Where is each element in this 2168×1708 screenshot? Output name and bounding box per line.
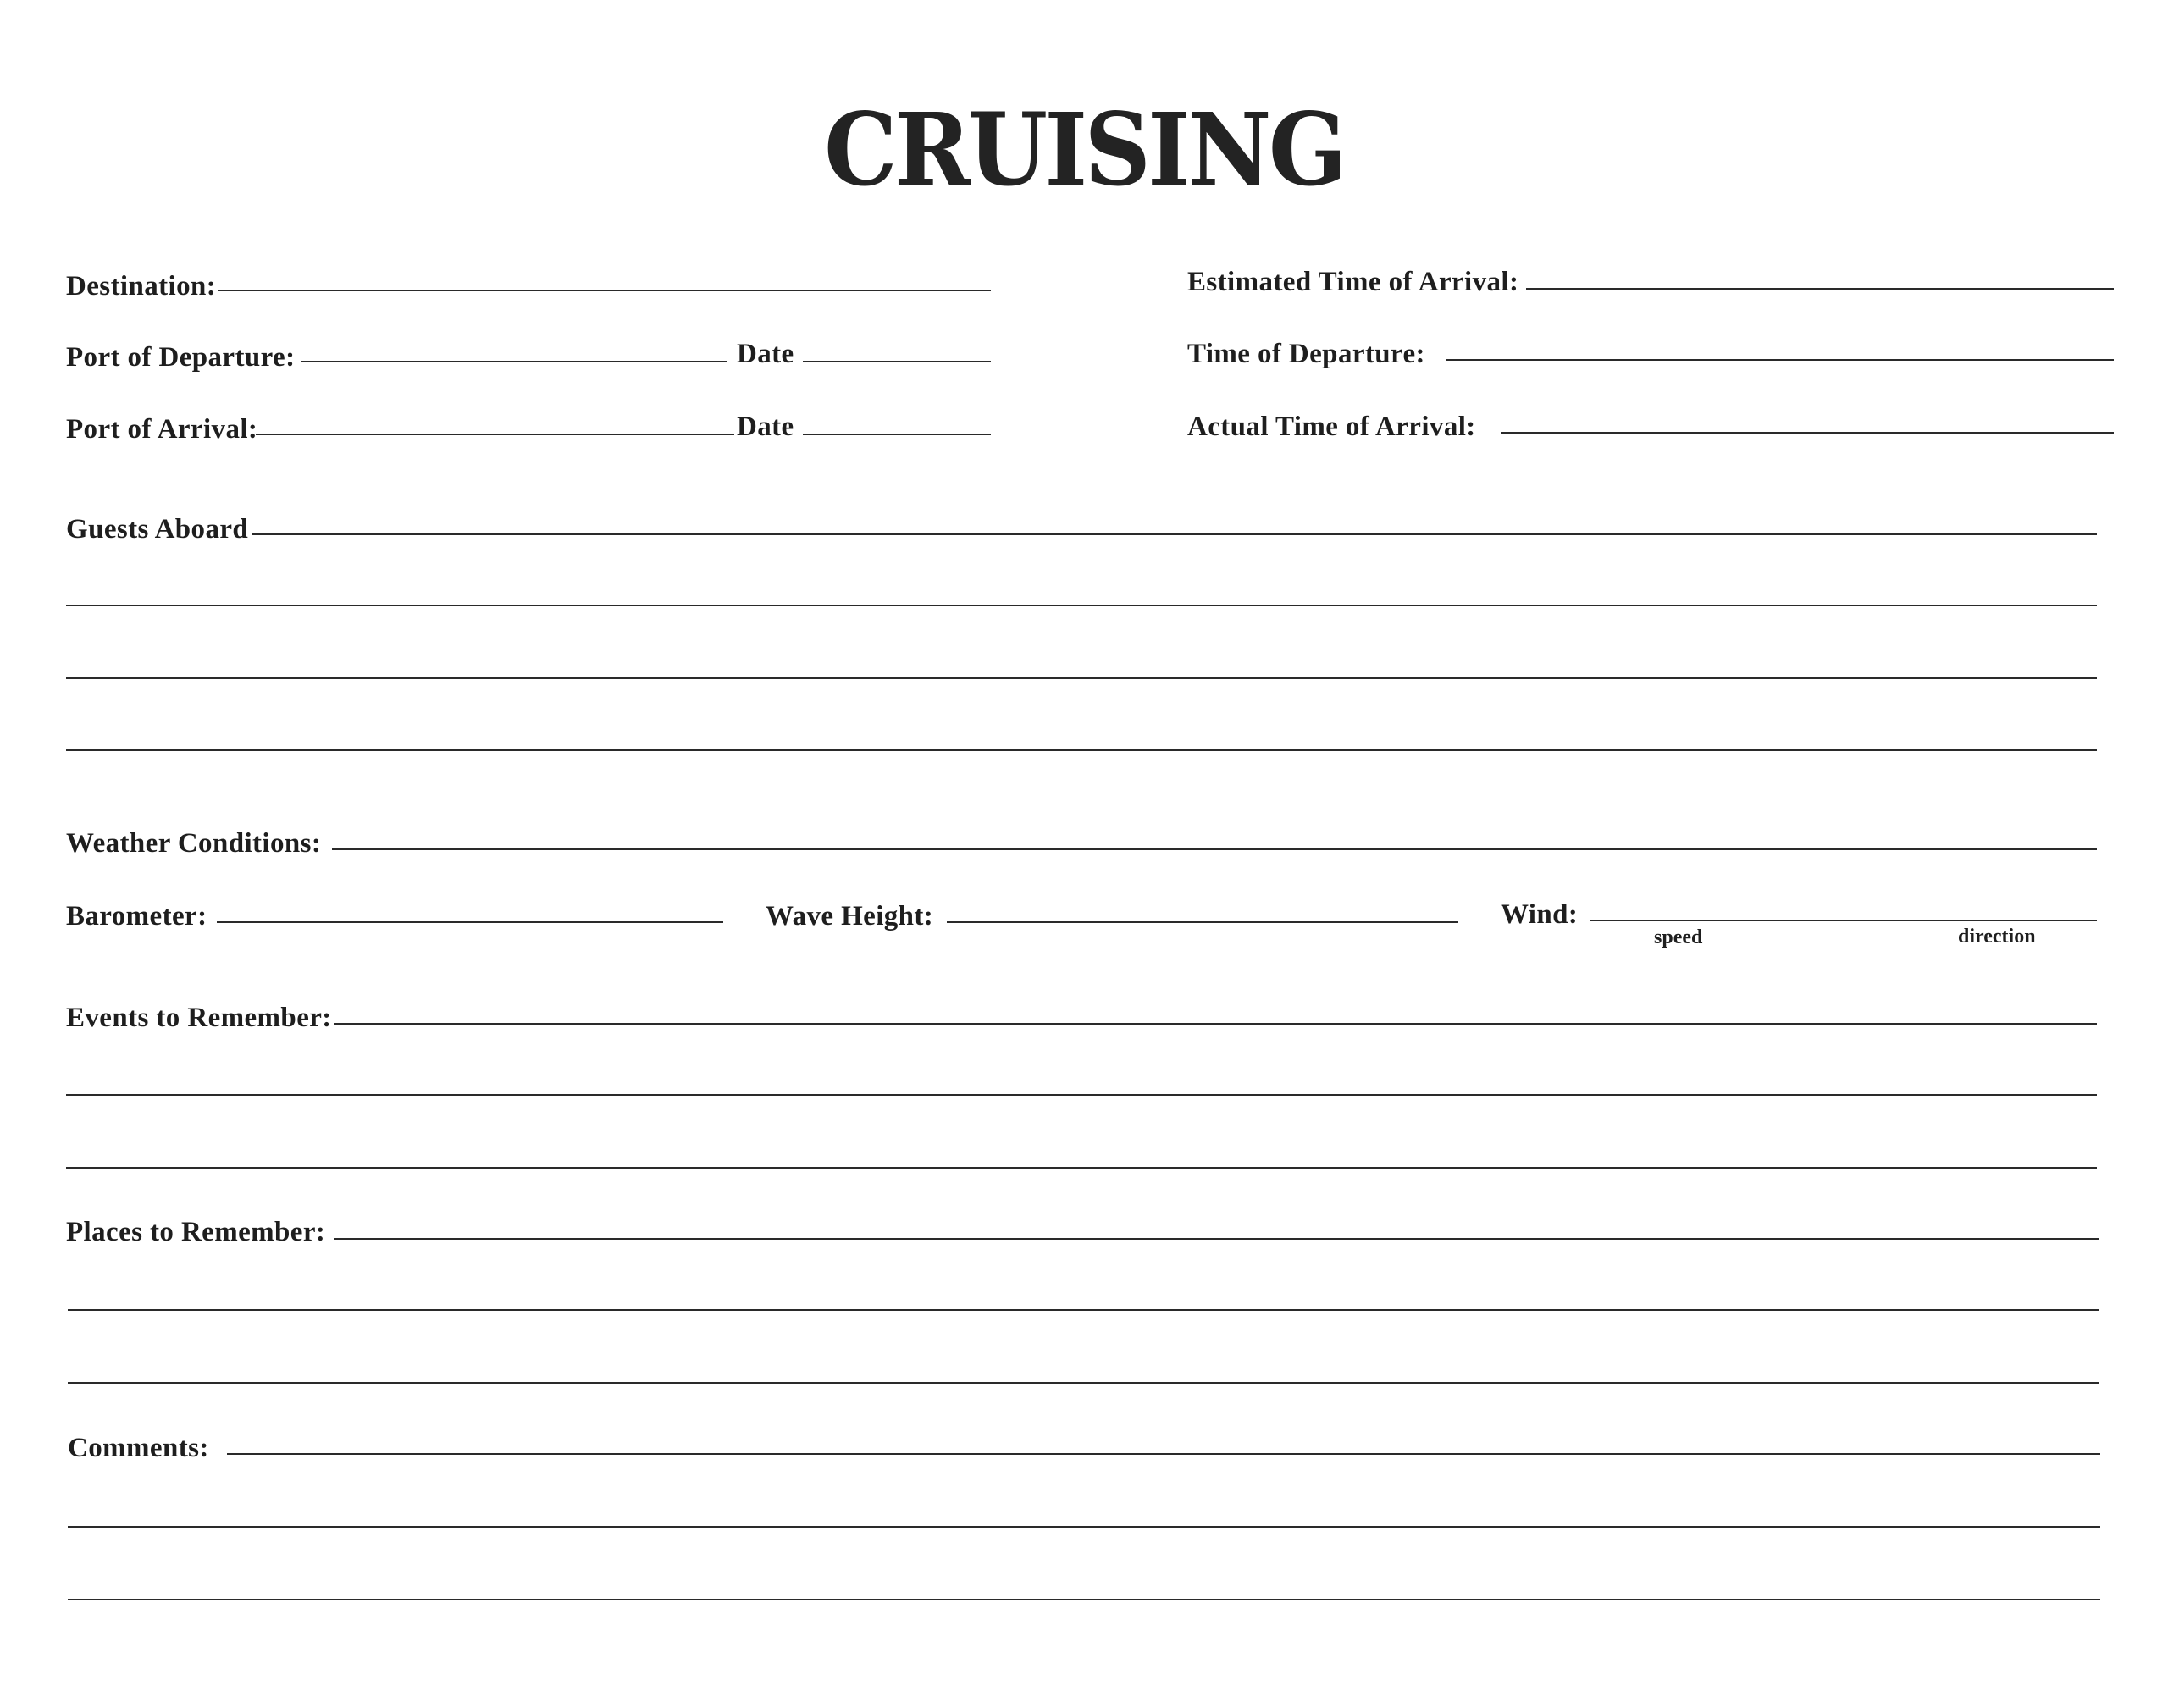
- barometer-field[interactable]: [217, 921, 723, 923]
- form-title: CRUISING: [824, 91, 1344, 208]
- port-of-arrival-label: Port of Arrival:: [66, 414, 258, 445]
- places-to-remember-label: Places to Remember:: [66, 1217, 326, 1247]
- wind-direction-label: direction: [1958, 926, 2036, 948]
- wave-height-field[interactable]: [947, 921, 1458, 923]
- wind-speed-label: speed: [1654, 926, 1703, 948]
- port-of-departure-field[interactable]: [301, 361, 727, 362]
- estimated-time-of-arrival-field[interactable]: [1526, 288, 2114, 290]
- comments-label: Comments:: [68, 1433, 209, 1463]
- events-to-remember-label: Events to Remember:: [66, 1003, 332, 1033]
- guests-aboard-line-2[interactable]: [66, 605, 2097, 606]
- guests-aboard-field[interactable]: [252, 533, 2097, 535]
- departure-date-label: Date: [737, 339, 794, 369]
- actual-time-of-arrival-label: Actual Time of Arrival:: [1187, 412, 1476, 442]
- destination-label: Destination:: [66, 271, 217, 301]
- wave-height-label: Wave Height:: [766, 901, 934, 931]
- comments-line-3[interactable]: [68, 1599, 2100, 1600]
- port-of-departure-label: Port of Departure:: [66, 342, 296, 373]
- wind-label: Wind:: [1501, 899, 1579, 930]
- places-to-remember-line-2[interactable]: [68, 1309, 2099, 1311]
- places-to-remember-line-3[interactable]: [68, 1382, 2099, 1384]
- barometer-label: Barometer:: [66, 901, 207, 931]
- places-to-remember-field[interactable]: [334, 1238, 2099, 1240]
- weather-conditions-label: Weather Conditions:: [66, 828, 322, 859]
- guests-aboard-line-4[interactable]: [66, 749, 2097, 751]
- events-to-remember-line-3[interactable]: [66, 1167, 2097, 1169]
- arrival-date-field[interactable]: [803, 434, 991, 435]
- events-to-remember-line-2[interactable]: [66, 1094, 2097, 1096]
- estimated-time-of-arrival-label: Estimated Time of Arrival:: [1187, 267, 1519, 297]
- guests-aboard-label: Guests Aboard: [66, 514, 249, 544]
- actual-time-of-arrival-field[interactable]: [1501, 432, 2114, 434]
- comments-field[interactable]: [227, 1453, 2100, 1455]
- arrival-date-label: Date: [737, 412, 794, 442]
- wind-field[interactable]: [1590, 920, 2097, 921]
- port-of-arrival-field[interactable]: [256, 434, 734, 435]
- events-to-remember-field[interactable]: [334, 1023, 2097, 1025]
- guests-aboard-line-3[interactable]: [66, 677, 2097, 679]
- time-of-departure-field[interactable]: [1446, 359, 2114, 361]
- time-of-departure-label: Time of Departure:: [1187, 339, 1425, 369]
- departure-date-field[interactable]: [803, 361, 991, 362]
- comments-line-2[interactable]: [68, 1526, 2100, 1528]
- destination-field[interactable]: [218, 290, 991, 291]
- weather-conditions-field[interactable]: [332, 848, 2097, 850]
